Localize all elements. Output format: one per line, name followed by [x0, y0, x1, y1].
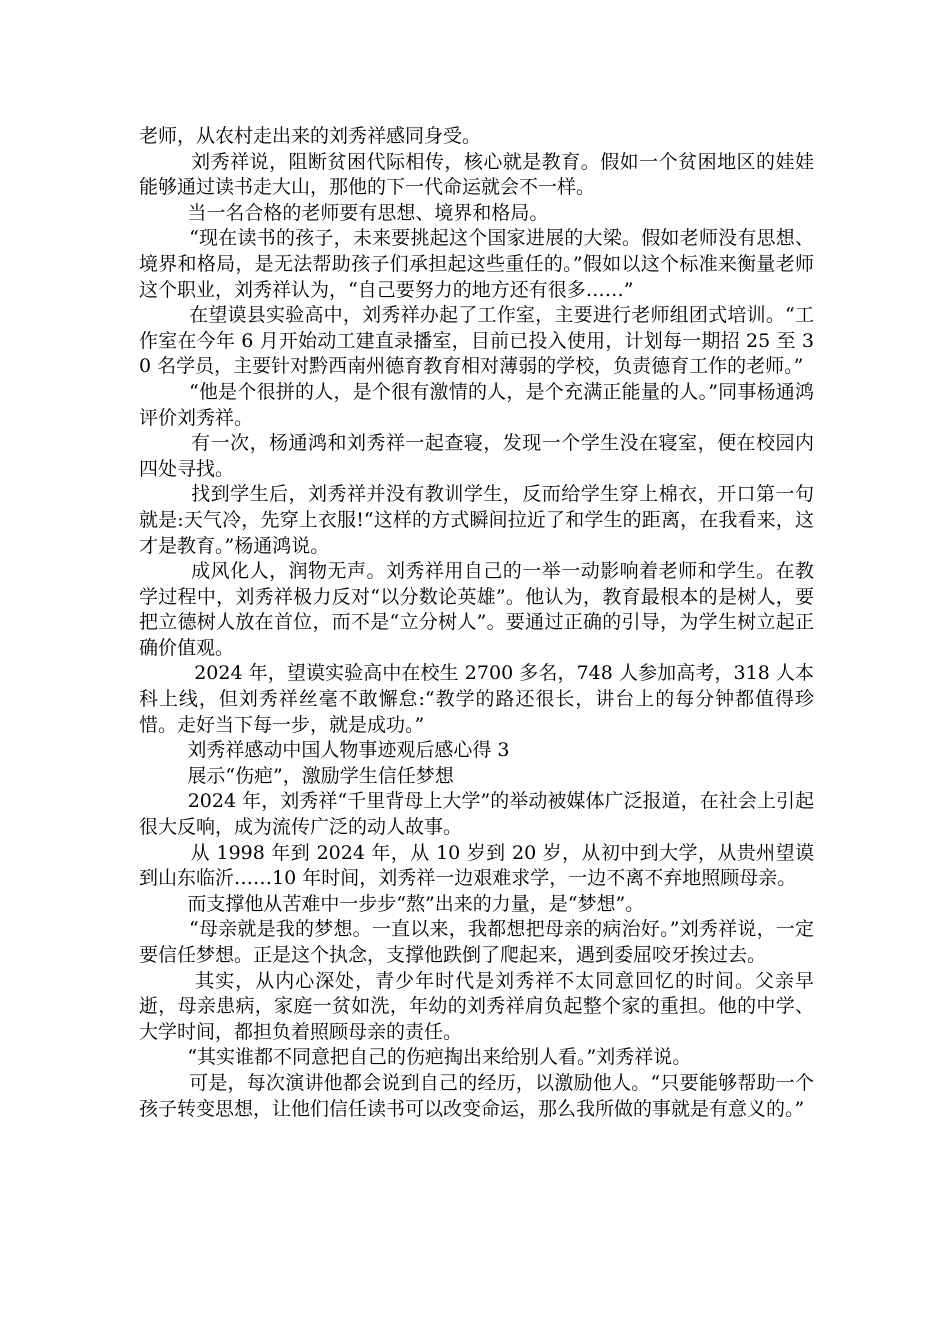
section-subheading: 展示“伤疤”，激励学生信任梦想 — [139, 764, 454, 787]
paragraph: “他是个很拼的人，是个很有激情的人，是个充满正能量的人。”同事杨通鸿评价刘秀祥。 — [139, 380, 814, 429]
paragraph: 刘秀祥说，阻断贫困代际相传，核心就是教育。假如一个贫困地区的娃娃能够通过读书走大山，那他的下一代命运就会不一样。 — [139, 150, 814, 199]
paragraph: 找到学生后，刘秀祥并没有教训学生，反而给学生穿上棉衣，开口第一句就是:天气冷，先穿上衣服!“这样的方式瞬间拉近了和学生的距离，在我看来，这才是教育。”杨通鸿说。 — [139, 483, 814, 557]
paragraph: 2024 年，刘秀祥“千里背母上大学”的举动被媒体广泛报道，在社会上引起很大反响，成为流传广泛的动人故事。 — [139, 790, 814, 839]
paragraph: 从 1998 年到 2024 年，从 10 岁到 20 岁，从初中到大学，从贵州望谟到山东临沂……10 年时间，刘秀祥一边艰难求学，一边不离不弃地照顾母亲。 — [139, 841, 814, 890]
paragraph: “其实谁都不同意把自己的伤疤掏出来给别人看。”刘秀祥说。 — [139, 1046, 692, 1069]
paragraph: 当一名合格的老师要有思想、境界和格局。 — [139, 201, 549, 224]
paragraph: 成风化人，润物无声。刘秀祥用自己的一举一动影响着老师和学生。在教学过程中，刘秀祥极力反对“以分数论英雄”。他认为，教育最根本的是树人，要把立德树人放在首位，而不是“立分树人”。要通过正确的引导，为学生树立起正确价值观。 — [139, 560, 814, 659]
section-heading: 刘秀祥感动中国人物事迹观后感心得 3 — [139, 739, 510, 762]
paragraph: “母亲就是我的梦想。一直以来，我都想把母亲的病治好。”刘秀祥说，一定要信任梦想。正是这个执念，支撑他跌倒了爬起来，遇到委屈咬牙挨过去。 — [139, 918, 814, 966]
paragraph: “现在读书的孩子，未来要挑起这个国家进展的大梁。假如老师没有思想、境界和格局，是无法帮助孩子们承担起这些重任的。”假如以这个标准来衡量老师这个职业，刘秀祥认为，“自己要努力的地方还有很多……” — [139, 227, 814, 301]
document-body — [139, 124, 814, 1122]
paragraph: 可是，每次演讲他都会说到自己的经历，以激励他人。“只要能够帮助一个孩子转变思想，让他们信任读书可以改变命运，那么我所做的事就是有意义的。” — [139, 1071, 814, 1120]
paragraph: 在望谟县实验高中，刘秀祥办起了工作室，主要进行老师组团式培训。“工作室在今年 6 月开始动工建直录播室，目前已投入使用，计划每一期招 25 至 30 名学员，主要针对黔西南州德育教育相对薄弱的学校，负责德育工作的老师。” — [139, 304, 814, 378]
paragraph: 2024 年，望谟实验高中在校生 2700 多名，748 人参加高考，318 人本科上线，但刘秀祥丝毫不敢懈怠:“教学的路还很长，讲台上的每分钟都值得珍惜。走好当下每一步，就是成功。” — [139, 662, 815, 736]
paragraph: 其实，从内心深处，青少年时代是刘秀祥不太同意回忆的时间。父亲早逝，母亲患病，家庭一贫如洗，年幼的刘秀祥肩负起整个家的重担。他的中学、大学时间，都担负着照顾母亲的责任。 — [139, 969, 814, 1043]
paragraph: 老师，从农村走出来的刘秀祥感同身受。 — [139, 125, 482, 147]
paragraph: 有一次，杨通鸿和刘秀祥一起查寝，发现一个学生没在寝室，便在校园内四处寻找。 — [139, 432, 814, 480]
paragraph: 而支撑他从苦难中一步步“熬”出来的力量，是“梦想”。 — [139, 892, 645, 915]
